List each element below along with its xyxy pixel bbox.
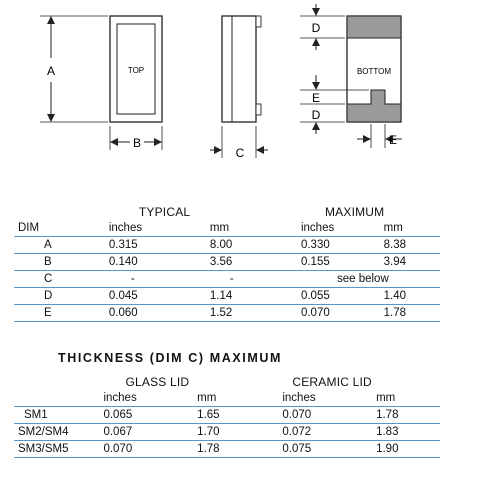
table-row: SM2/SM4 0.067 1.70 0.072 1.83	[14, 424, 440, 441]
table-group-header	[14, 204, 440, 220]
top-view	[110, 16, 162, 122]
group-glass-lid: GLASS LID	[125, 375, 190, 389]
column-header-row	[14, 220, 440, 237]
col-max-inches: inches	[301, 220, 384, 237]
bottom-view	[347, 16, 401, 122]
thickness-title: THICKNESS (DIM C) MAXIMUM	[58, 351, 283, 365]
group-maximum: MAXIMUM	[324, 205, 385, 219]
col-ceramic-mm: mm	[376, 390, 440, 407]
dim-d-top-marker	[300, 4, 345, 50]
package-outline-diagram	[0, 0, 480, 190]
table-row: A 0.315 8.00 0.330 8.38	[14, 237, 440, 254]
col-max-mm: mm	[384, 220, 440, 237]
table-row: SM3/SM5 0.070 1.78 0.075 1.90	[14, 441, 440, 458]
table-row: SM1 0.065 1.65 0.070 1.78	[14, 407, 440, 424]
col-typ-mm: mm	[210, 220, 301, 237]
top-pad	[347, 16, 401, 38]
dim-b-label: B	[132, 136, 142, 150]
dim-a-marker	[40, 16, 108, 122]
group-ceramic-lid: CERAMIC LID	[292, 375, 372, 389]
dim-e-bottom-marker	[357, 124, 402, 148]
table-row: B 0.140 3.56 0.155 3.94	[14, 254, 440, 271]
dim-b-marker	[110, 126, 162, 150]
dim-e-bottom-label: E	[388, 133, 398, 147]
table-row: D 0.045 1.14 0.055 1.40	[14, 288, 440, 305]
col-typ-inches: inches	[109, 220, 210, 237]
top-view-label: TOP	[127, 66, 145, 75]
dimensions-table	[14, 204, 440, 322]
side-view	[222, 16, 261, 122]
dim-d-bottom-label: D	[311, 108, 321, 122]
col-glass-mm: mm	[197, 390, 282, 407]
bottom-view-label: BOTTOM	[356, 67, 392, 76]
table-row: C - - see below	[14, 271, 440, 288]
group-typical: TYPICAL	[138, 205, 191, 219]
thickness-table	[14, 374, 440, 458]
column-header-row	[14, 390, 440, 407]
dim-a-label: A	[46, 64, 56, 78]
table-group-header	[14, 374, 440, 390]
col-dim: DIM	[14, 220, 109, 237]
col-glass-inches: inches	[103, 390, 197, 407]
table-row: E 0.060 1.52 0.070 1.78	[14, 305, 440, 322]
dim-e-side-label: E	[311, 91, 321, 105]
dim-d-top-label: D	[311, 21, 321, 35]
col-ceramic-inches: inches	[282, 390, 376, 407]
dim-c-label: C	[235, 146, 245, 160]
dim-c-marker	[210, 126, 268, 160]
